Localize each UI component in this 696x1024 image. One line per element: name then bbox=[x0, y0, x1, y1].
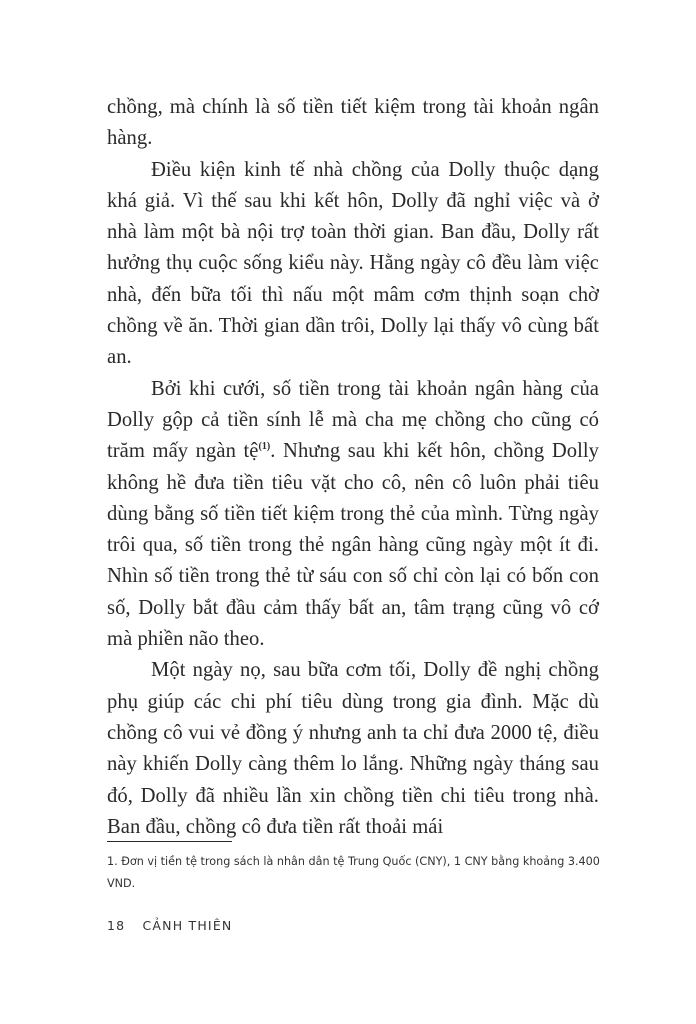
paragraph-1: chồng, mà chính là số tiền tiết kiệm trong tài khoản ngân hàng. bbox=[107, 96, 599, 150]
footnote-divider bbox=[107, 841, 232, 842]
footnote: 1. Đơn vị tiền tệ trong sách là nhân dân tệ Trung Quốc (CNY), 1 CNY bằng khoảng 3.400 VND. bbox=[107, 855, 600, 890]
paragraph-2: Điều kiện kinh tế nhà chồng của Dolly thuộc dạng khá giả. Vì thế sau khi kết hôn, Dolly đã nghỉ việc và ở nhà làm một bà nội trợ toàn thời gian. Ban đầu, Dolly rất hưởng thụ cuộc sống kiểu này. Hằng ngày cô đều làm việc nhà, đến bữa tối thì nấu một mâm cơm thịnh soạn chờ chồng về ăn. Thời gian dần trôi, Dolly lại thấy vô cùng bất an. bbox=[107, 158, 599, 369]
paragraph-3-text-after: . Nhưng sau khi kết hôn, chồng Dolly không hề đưa tiền tiêu vặt cho cô, nên cô luôn phải tiêu dùng bằng số tiền tiết kiệm trong thẻ của mình. Từng ngày trôi qua, số tiền trong thẻ ngân hàng cũng ngày một ít đi. Nhìn số tiền trong thẻ từ sáu con số chỉ còn lại có bốn con số, Dolly bắt đầu cảm thấy bất an, tâm trạng cũng vô cớ mà phiền não theo. bbox=[107, 440, 599, 651]
page-footer bbox=[107, 918, 232, 933]
paragraph-3-text-before: Bởi khi cưới, số tiền trong tài khoản ngân hàng của Dolly gộp cả tiền sính lễ mà cha mẹ chồng cho cũng có trăm mấy ngàn tệ bbox=[107, 377, 599, 463]
page-number: 18 bbox=[107, 918, 126, 933]
paragraph-3 bbox=[107, 374, 599, 656]
paragraph-4: Một ngày nọ, sau bữa cơm tối, Dolly đề nghị chồng phụ giúp các chi phí tiêu dùng trong gia đình. Mặc dù chồng cô vui vẻ đồng ý nhưng anh ta chỉ đưa 2000 tệ, điều này khiến Dolly càng thêm lo lắng. Những ngày tháng sau đó, Dolly đã nhiều lần xin chồng tiền chi tiêu trong nhà. Ban đầu, chồng cô đưa tiền rất thoải mái bbox=[107, 659, 599, 838]
running-title: CẢNH THIÊN bbox=[142, 918, 233, 933]
body-text bbox=[107, 92, 599, 843]
footnote-reference: (1) bbox=[258, 441, 271, 453]
